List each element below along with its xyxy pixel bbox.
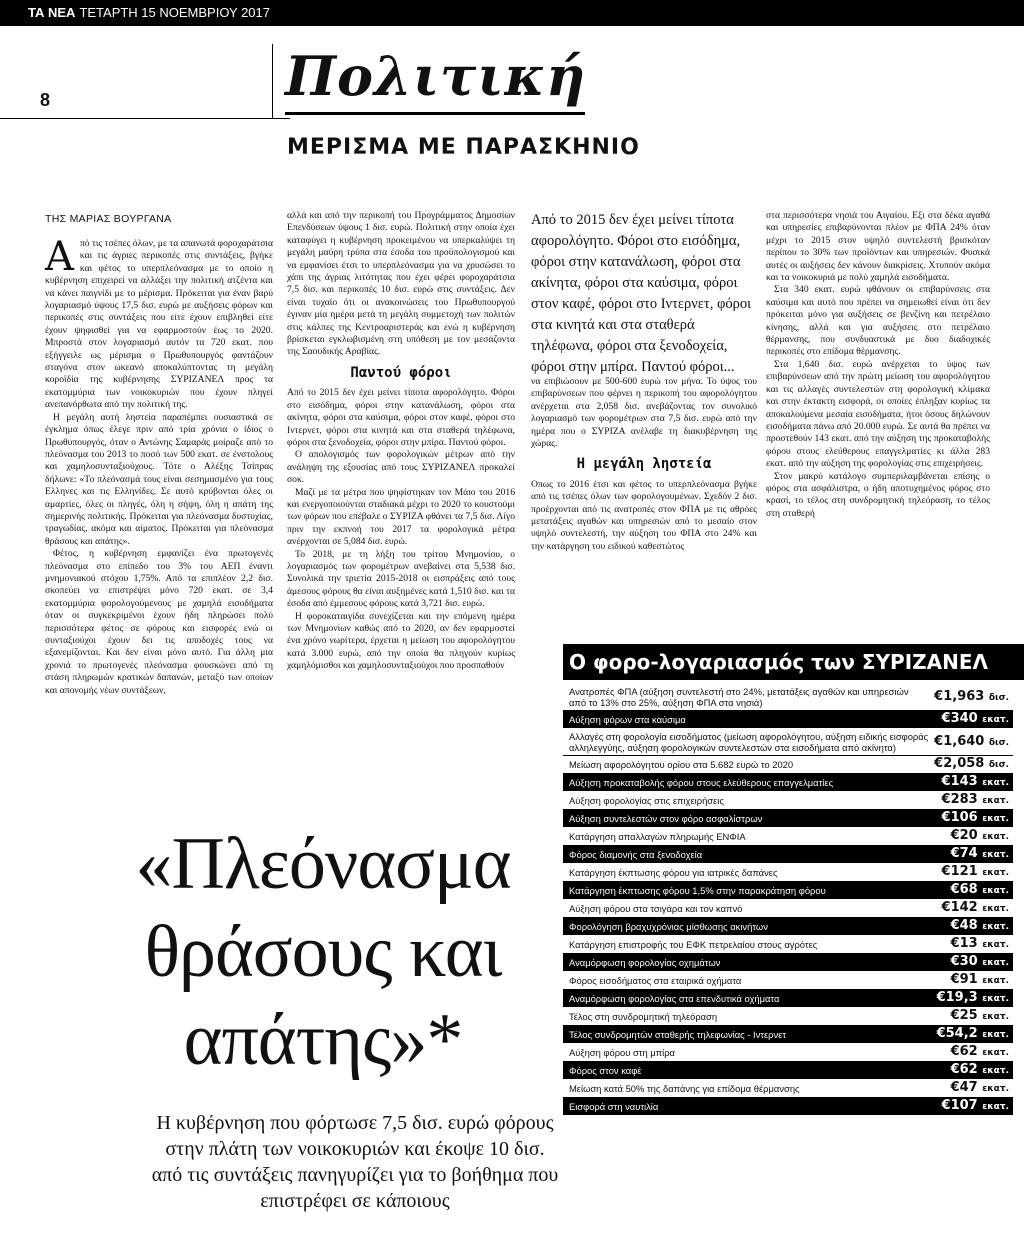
table-row-label: Φόρος στον καφέ	[569, 1065, 642, 1076]
table-row	[563, 792, 1013, 810]
table-row	[563, 1080, 1013, 1098]
paragraph: στα περισσότερα νησιά του Αιγαίου. Εξι στα δέκα αγαθά και υπηρεσίες επιβαρύνονται πλέον με ΦΠΑ 24% όταν μέχρι το 2015 στον υψηλό συντελεστή βρισκόταν περίπου το 30% των προϊόντων και υπηρεσιών. Φυσικά αυτές οι αυξήσεις δεν κάνουν διακρίσεις. Χτυπούν ακόμα και τα νοικοκυριά με πολύ χαμηλά εισοδήματα.	[766, 210, 990, 284]
amount: €143	[941, 774, 978, 789]
table-row-value	[951, 884, 1009, 897]
paragraph: Οπως το 2016 έτσι και φέτος το υπερπλεόνασμα βγήκε από τις τσέπες όλων των φορολογουμένων. Σχεδόν 2 δισ. προέρχονται από τις ανατροπές στον ΦΠΑ με τις αθρόες μετατάξεις αγαθών και υπηρεσιών από το μεσαίο στον υψηλό συντελεστή, την αύξηση του ΦΠΑ στο 24% και την κατάργηση του ειδικού καθεστώτος	[531, 478, 757, 552]
amount-unit: εκατ.	[982, 886, 1009, 896]
table-row	[563, 864, 1013, 882]
table-title: Ο φορο-λογαριασμός των ΣΥΡΙΖΑΝΕΛ	[563, 644, 1024, 680]
amount: €62	[950, 1062, 978, 1077]
table-row-label: Φόρος εισοδήματος στα εταιρικά οχήματα	[569, 975, 742, 986]
table-row-label: Φόρος διαμονής στα ξενοδοχεία	[569, 849, 703, 860]
amount: €20	[950, 828, 978, 843]
table-row	[563, 1062, 1013, 1080]
amount: €62	[950, 1044, 978, 1059]
dropcap: Α	[45, 234, 74, 280]
issue-date: ΤΕΤΑΡΤΗ 15 ΝΟΕΜΒΡΙΟΥ 2017	[79, 5, 270, 20]
table-row	[563, 1026, 1013, 1044]
amount: €1,963	[934, 688, 985, 704]
tax-table	[563, 684, 1013, 1116]
table-row-label: Αύξηση συντελεστών στον φόρο ασφαλίστρων	[569, 813, 763, 824]
article-column-2	[287, 210, 515, 673]
amount: €107	[941, 1098, 978, 1113]
amount: €54,2	[936, 1026, 978, 1041]
amount-unit: εκατ.	[982, 814, 1009, 824]
paragraph: Η μεγάλη αυτή ληστεία παραπέμπει ουσιαστικά σε έγκλημα όπως έλεγε πριν από τρία χρόνια ο ίδιος ο Πρωθυπουργός, όταν ο Αντώνης Σαμαράς μοίραζε από το πλεόνασμα του 2013 το ποσό των 500 εκατ. σε ένστολους και χαμηλοσυνταξιούχους. Τότε ο Αλέξης Τσίπρας δήλωνε: «Το πλεόνασμά τους είναι σεσημασμένο για τους Ελληνες και τις Ελληνίδες. Σε αυτό κρύβονται όλες οι αμαρτίες, όλες οι πληγές, όλη η σήψη, όλη η απάτη της σημερινής πολιτικής. Πρόκειται για πλεόνασμα δυστυχίας, τραγωδίας, ακόμα και αίματος. Πρόκειται για πλεόνασμα θράσους και απάτης».	[45, 411, 273, 547]
table-row	[563, 810, 1013, 828]
amount-unit: εκατ.	[982, 1030, 1009, 1040]
table-row	[563, 1098, 1013, 1116]
section-underline	[285, 112, 585, 115]
amount-unit: δισ.	[988, 760, 1009, 770]
amount-unit: εκατ.	[982, 904, 1009, 914]
amount-unit: δισ.	[988, 692, 1009, 703]
amount: €48	[950, 918, 978, 933]
headline-quote: «Πλεόνασμα θράσους και απάτης»*	[135, 823, 511, 1081]
table-row-label: Κατάργηση επιστροφής του ΕΦΚ πετρελαίου στους αγρότες	[569, 939, 818, 950]
table-row-value	[951, 848, 1009, 861]
table-row-value	[942, 776, 1009, 789]
table-row-label: Τέλος συνδρομητών σταθερής τηλεφωνίας - Ιντερνετ	[569, 1029, 787, 1040]
table-row-label: Αναμόρφωση φορολογίας οχημάτων	[569, 957, 721, 968]
paragraph: πό τις τσέπες όλων, με τα απανωτά φοροχαράτσια και τις άγριες περικοπές στις συντάξεις, βγήκε και φέτος το υπερπλεόνασμα με το οποίο η κυβέρνηση επιχειρεί να αλλάξει την πολιτική ατζέντα και να κάνει παιγνίδι με το μέρισμα. Πρόκειται για έναν βαρύ λογαριασμό ύψους 17,5 δισ. ευρώ με αυξήσεις φόρων και περικοπές στις συντάξεις που είτε έχουν επιβληθεί είτε έχουν ψηφισθεί για να εφαρμοστούν έως το 2020. Μπροστά στον λογαριασμό αυτόν τα 720 εκατ. που εξήγγειλε ως μέρισμα ο Πρωθυπουργός φαντάζουν σταγόνα στον ωκεανό αποκαλύπτοντας τη μεγάλη κοροϊδία της κυβέρνησης ΣΥΡΙΖΑΝΕΛ προς τα εκατομμύρια των νοικοκυριών που έχουν πληγεί ανεπανόρθωτα από την πολιτική της.	[45, 238, 273, 411]
amount: €121	[941, 864, 978, 879]
table-row	[563, 729, 1013, 756]
amount: €1,640	[934, 733, 985, 749]
table-row-value	[934, 688, 1009, 704]
article-column-4	[766, 210, 990, 520]
table-row	[563, 711, 1013, 729]
table-row-label: Κατάργηση έκπτωσης φόρου για ιατρικές δαπάνες	[569, 867, 778, 878]
paragraph: Στον μακρύ κατάλογο συμπεριλαμβάνεται επίσης ο φόρος στα ασφάλιστρα, ο ήδη αποτυχημένος φόρος στο κρασί, το τέλος στη συνδρομητική τηλεόραση, το τέλος στη σταθερή	[766, 470, 990, 519]
masthead-bar	[0, 0, 1024, 26]
table-row-value	[934, 733, 1009, 749]
page-number: 8	[40, 90, 51, 110]
amount-unit: εκατ.	[982, 1012, 1009, 1022]
paragraph: να επιβιώσουν με 500-600 ευρώ τον μήνα. Το ύψος του επιβαρύνσεων που φέρνει η περικοπή του αφορολόγητου ανέρχεται στα 2,058 δισ. ανεβάζοντας τον συνολικό λογαριασμό των φορομέτρων στα 7,5 δισ. ευρώ από την ημέρα που ο ΣΥΡΙΖΑ ανέλαβε τη διακυβέρνηση της χώρας.	[531, 376, 757, 450]
table-row-value	[951, 1010, 1009, 1023]
table-row-value	[951, 1082, 1009, 1095]
table-row	[563, 972, 1013, 990]
amount: €283	[941, 792, 978, 807]
kicker-headline: ΜΕΡΙΣΜΑ ΜΕ ΠΑΡΑΣΚΗΝΙΟ	[287, 135, 640, 160]
byline: ΤΗΣ ΜΑΡΙΑΣ ΒΟΥΡΓΑΝΑ	[45, 213, 172, 225]
table-row	[563, 684, 1013, 711]
table-row-label: Αύξηση φορολογίας στις επιχειρήσεις	[569, 795, 724, 806]
table-row-label: Αλλαγές στη φορολογία εισοδήματος (μείωση αφορολόγητου, αύξηση ειδικής εισφοράς αλληλεγγύης, αύξηση φορολογικών συντελεστών στα εισοδήματα από ακίνητα)	[569, 731, 929, 753]
amount-unit: εκατ.	[982, 958, 1009, 968]
table-row-label: Αύξηση φόρου στα τσιγάρα και τον καπνό	[569, 903, 743, 914]
header-divider	[272, 44, 273, 119]
amount: €106	[941, 810, 978, 825]
paragraph: Στα 340 εκατ. ευρώ φθάνουν οι επιβαρύνσεις στα καύσιμα και αυτό που πρέπει να σημειωθεί είναι ότι δεν πρόκειται μόνο για αυξήσεις σε βενζίνη και πετρέλαιο κίνησης, αλλά και για αυξήσεις στο πετρέλαιο θέρμανσης, που συνδυαστικά με δυο διαδοχικές περικοπές στο επίδομα θέρμανσης.	[766, 284, 990, 358]
paragraph: Το 2018, με τη λήξη του τρίτου Μνημονίου, ο λογαριασμός των φορομέτρων ανεβαίνει στα 5,538 δισ. Συνολικά την τριετία 2015-2018 οι εισπράξεις από τους άμεσους φόρους θα είναι αυξημένες κατά 1,510 δισ. και τα έσοδα από έμμεσους φόρους κατά 3,721 δισ. ευρώ.	[287, 548, 515, 610]
table-row-value	[951, 1046, 1009, 1059]
table-row-value	[951, 938, 1009, 951]
section-title: Πολιτική	[285, 44, 587, 108]
table-row-value	[942, 713, 1009, 726]
amount: €2,058	[934, 756, 985, 771]
table-row	[563, 1044, 1013, 1062]
paragraph: Από το 2015 δεν έχει μείνει τίποτα αφορολόγητο. Φόροι στο εισόδημα, φόροι στην κατανάλωση, φόροι στα ακίνητα, φόροι στα καύσιμα, φόροι στον καφέ, φόροι στο Ιντερνετ, φόροι στα κινητά και στα σταθερά τηλέφωνα, φόροι στα ξενοδοχεία, φόροι στην μπίρα. Παντού φόροι.	[287, 387, 515, 448]
table-row-label: Αύξηση προκαταβολής φόρου στους ελεύθερους επαγγελματίες	[569, 777, 834, 788]
table-row	[563, 936, 1013, 954]
amount-unit: εκατ.	[982, 868, 1009, 878]
header-rule	[0, 118, 290, 119]
table-row-value	[951, 1064, 1009, 1077]
table-row-label: Μείωση αφορολόγητου ορίου στα 5.682 ευρώ το 2020	[569, 759, 794, 770]
table-row	[563, 846, 1013, 864]
amount-unit: εκατ.	[982, 922, 1009, 932]
amount-unit: εκατ.	[982, 976, 1009, 986]
amount-unit: εκατ.	[982, 778, 1009, 788]
table-row-label: Αύξηση φόρου στη μπίρα	[569, 1047, 675, 1058]
table-row-label: Εισφορά στη ναυτιλία	[569, 1101, 659, 1112]
amount-unit: εκατ.	[982, 850, 1009, 860]
amount: €19,3	[936, 990, 978, 1005]
amount: €91	[950, 972, 978, 987]
article-column-3	[531, 376, 757, 553]
amount-unit: εκατ.	[982, 940, 1009, 950]
table-row-value	[937, 992, 1009, 1005]
table-row-label: Κατάργηση έκπτωσης φόρου 1,5% στην παρακράτηση φόρου	[569, 885, 826, 896]
table-row-value	[951, 956, 1009, 969]
amount-unit: εκατ.	[982, 1084, 1009, 1094]
pull-quote: Από το 2015 δεν έχει μείνει τίποτα αφορολόγητο. Φόροι στο εισόδημα, φόροι στην κατανάλωση, φόροι στα ακίνητα, φόροι στα καύσιμα, φόροι στον καφέ, φόροι στο Ιντερνετ, φόροι στα κινητά και στα σταθερά τηλέφωνα, φόροι στα ξενοδοχεία, φόροι στην μπίρα. Παντού φόροι...	[531, 212, 751, 375]
amount-unit: εκατ.	[982, 1102, 1009, 1112]
table-row-value	[951, 920, 1009, 933]
paragraph: Ο απολογισμός των φορολογικών μέτρων από την ανάληψη της εξουσίας από τους ΣΥΡΙΖΑΝΕΛ προκαλεί σοκ.	[287, 449, 515, 486]
headline-deck: Η κυβέρνηση που φόρτωσε 7,5 δισ. ευρώ φόρους στην πλάτη των νοικοκυριών και έκοψε 10 δισ. από τις συντάξεις πανηγυρίζει για το βοήθημα που επιστρέφει σε κάποιους	[151, 1112, 559, 1212]
table-row	[563, 918, 1013, 936]
table-row	[563, 954, 1013, 972]
article-column-1	[45, 234, 273, 697]
paper-name: ΤΑ ΝΕΑ	[28, 5, 76, 20]
table-row	[563, 990, 1013, 1008]
table-row	[563, 1008, 1013, 1026]
paragraph: Στα 1,640 δισ. ευρώ ανέρχεται το ύψος των επιβαρύνσεων από την πρώτη μείωση του αφορολόγητου και τις αλλαγές συντελεστών στη φορολογική κλίμακα και στην έκτακτη εισφορά, οι οποίες έπληξαν κυρίως τα αποκαλούμενα μεσαία εισοδήματα, ήτοι όσους δηλώνουν εισοδήματα πάνω από 20.000 ευρώ. Σε αυτά θα πρέπει να προστεθούν 143 εκατ. από την αύξηση της προκαταβολής φόρου στους ελεύθερους επαγγελματίες κι άλλα 283 εκατ. από την αύξηση της φορολογίας στις επιχειρήσεις.	[766, 358, 990, 470]
table-row-label: Ανατροπές ΦΠΑ (αύξηση συντελεστή στο 24%, μετατάξεις αγαθών και υπηρεσιών από το 13% στο 25%, αύξηση ΦΠΑ στα νησιά)	[569, 686, 909, 708]
table-row-label: Κατάργηση απαλλαγών πληρωμής ΕΝΦΙΑ	[569, 831, 746, 842]
paragraph: Μαζί με τα μέτρα που ψηφίστηκαν τον Μάιο του 2016 και ενεργοποιούνται σταδιακά μέχρι το 2020 το κουστούμι των φόρων που επέβαλε ο ΣΥΡΙΖΑ φθάνει τα 7,5 δισ. Λίγο πριν την εκπνοή του 2017 τα φορολογικά μέτρα ανέρχονται σε 5,084 δισ. ευρώ.	[287, 486, 515, 548]
amount-unit: εκατ.	[982, 832, 1009, 842]
table-row-value	[942, 1100, 1009, 1113]
amount-unit: εκατ.	[982, 715, 1009, 725]
table-row-label: Μείωση κατά 50% της δαπάνης για επίδομα θέρμανσης	[569, 1083, 800, 1094]
paragraph: αλλά και από την περικοπή του Προγράμματος Δημοσίων Επενδύσεων ύψους 1 δισ. ευρώ. Πολιτική στην οποία έχει καταφύγει η κυβέρνηση προκειμένου να υπερκαλύψει τη μεγάλη μαύρη τρύπα στα έσοδα του προϋπολογισμού και να εμφανίσει έτσι το υπερπλεόνασμα για να χρυσώσει το χάπι της άγριας λιτότητας που έχει φέρει φοροχαράτσια 7,5 δισ. και περικοπές 10 δισ. ευρώ στις συντάξεις. Δεν είναι τυχαίο ότι οι ανακοινώσεις του Πρωθυπουργού έγιναν μία ημέρα μετά τη μεγάλη συμμετοχή των πολιτών στις κάλπες της Κεντροαριστεράς και ενώ η κυβέρνηση βρίσκεται εγκλωβισμένη στη υπόθεση με τον μεσάζοντα της Σαουδικής Αραβίας.	[287, 210, 515, 358]
table-row	[563, 774, 1013, 792]
amount: €25	[950, 1008, 978, 1023]
amount-unit: δισ.	[988, 737, 1009, 748]
amount-unit: εκατ.	[982, 1048, 1009, 1058]
table-row	[563, 756, 1013, 774]
amount-unit: εκατ.	[982, 994, 1009, 1004]
table-row-value	[942, 866, 1009, 879]
table-row-value	[942, 812, 1009, 825]
amount-unit: εκατ.	[982, 796, 1009, 806]
table-row-label: Φορολόγηση βραχυχρόνιας μίσθωσης ακινήτων	[569, 921, 768, 932]
subhead-great-robbery: Η μεγάλη ληστεία	[576, 456, 712, 473]
table-row-value	[942, 902, 1009, 915]
table-row	[563, 882, 1013, 900]
table-row-value	[937, 1028, 1009, 1041]
amount-unit: εκατ.	[982, 1066, 1009, 1076]
table-row-label: Τέλος στη συνδρομητική τηλεόραση	[569, 1011, 718, 1022]
table-row-value	[951, 974, 1009, 987]
amount: €68	[950, 882, 978, 897]
table-row	[563, 828, 1013, 846]
table-row-value	[942, 794, 1009, 807]
amount: €47	[950, 1080, 978, 1095]
paragraph: Φέτος, η κυβέρνηση εμφανίζει ένα πρωτογενές πλεόνασμα στο επίπεδο του 3% του ΑΕΠ έναντι μνημονιακού στόχου 1,75%. Από τα επιπλέον 2,2 δισ. σκοπεύει να επιστρέψει μόνο 720 εκατ. σε 3,4 εκατομμύρια φορολογούμενους με χαμηλά εισοδήματα όταν οι συγκεκριμένοι έχουν ήδη πληρώσει πολύ περισσότερα φέτος σε φόρους και εισφορές ενώ οι συνταξιούχοι έχουν δει τις αποδοχές τους να εξανεμίζονται. Και δεν είναι μόνο αυτό. Για άλλη μια χρονιά το πρωτογενές πλεόνασμα φουσκώνει από τη στάση πληρωμών κρατικών δαπανών, μεταξύ των οποίων και απονομής νέων συντάξεων,	[45, 548, 273, 696]
table-row	[563, 900, 1013, 918]
table-row-label: Αναμόρφωση φορολογίας στα επενδυτικά οχήματα	[569, 993, 780, 1004]
amount: €30	[950, 954, 978, 969]
paragraph: Η φοροκαταιγίδα συνεχίζεται και την επόμενη ημέρα των Μνημονίων καθώς από το 2020, αν δεν εφαρμοστεί ένα χρόνο νωρίτερα, έρχεται η μείωση του αφορολόγητου κατά 3.000 ευρώ, από την οποία θα πληγούν κυρίως χαμηλόμισθοι και χαμηλοσυνταξιούχοι που προσπαθούν	[287, 610, 515, 672]
amount: €13	[950, 936, 978, 951]
table-row-value	[951, 830, 1009, 843]
amount: €74	[950, 846, 978, 861]
table-row-value	[934, 758, 1009, 771]
subhead-taxes-everywhere: Παντού φόροι	[350, 364, 452, 381]
amount: €142	[941, 900, 978, 915]
table-row-label: Αύξηση φόρων στα καύσιμα	[569, 714, 686, 725]
amount: €340	[941, 711, 978, 726]
